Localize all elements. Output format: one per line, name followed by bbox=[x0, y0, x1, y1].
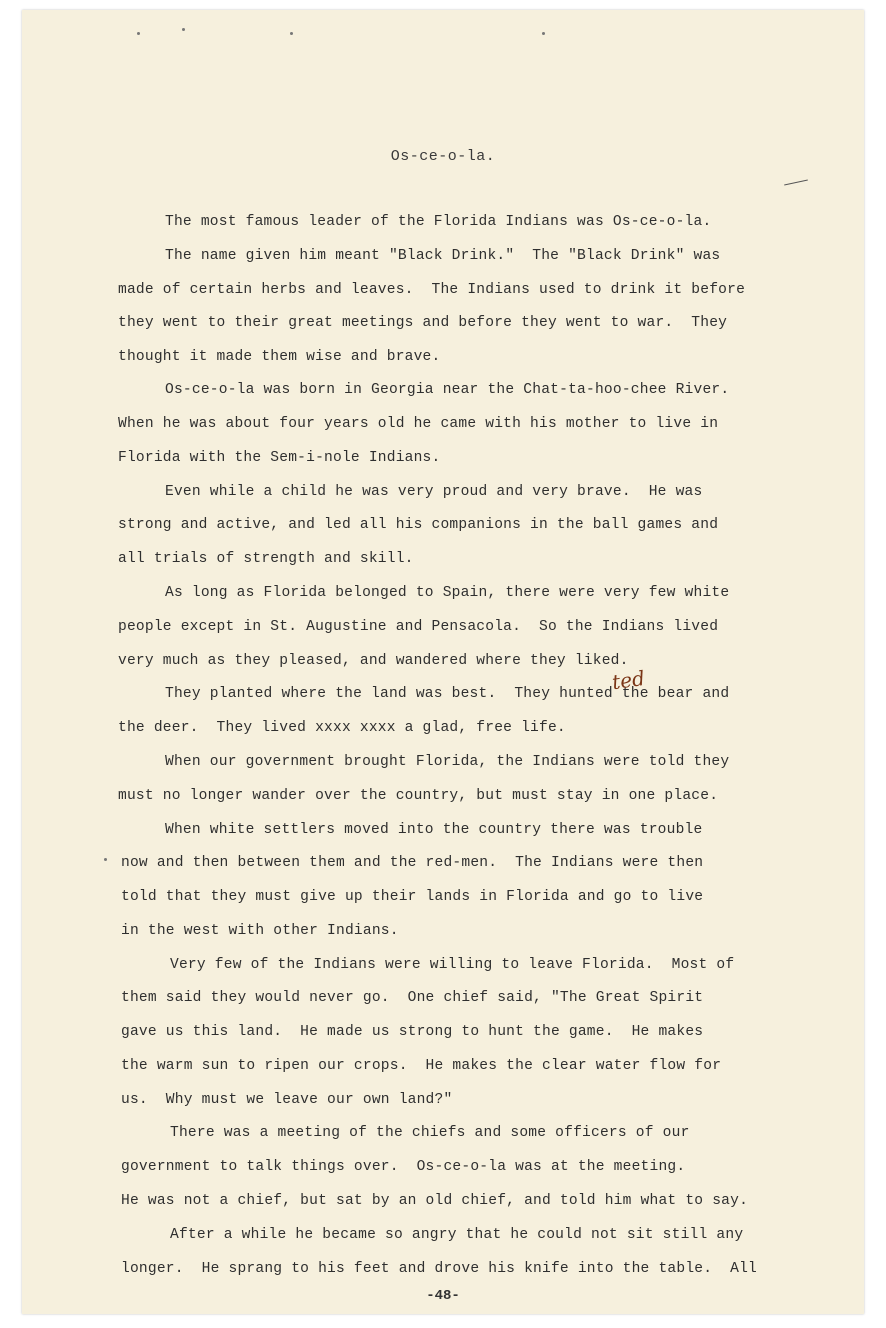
text-line: they went to their great meetings and before they went to war. They bbox=[118, 315, 728, 331]
text-line: Os-ce-o-la was born in Georgia near the Chat-ta-hoo-chee River. bbox=[165, 382, 730, 398]
text-line: gave us this land. He made us strong to hunt the game. He makes bbox=[121, 1024, 704, 1040]
text-line: told that they must give up their lands in Florida and go to live bbox=[121, 889, 704, 905]
text-line: government to talk things over. Os-ce-o-la was at the meeting. bbox=[121, 1159, 686, 1175]
text-line: the deer. They lived xxxx xxxx a glad, free life. bbox=[118, 720, 566, 736]
text-line: When our government brought Florida, the Indians were told they bbox=[165, 754, 730, 770]
paper-speck bbox=[290, 32, 293, 35]
text-line: Florida with the Sem-i-nole Indians. bbox=[118, 450, 441, 466]
text-line: all trials of strength and skill. bbox=[118, 551, 414, 567]
body-text bbox=[22, 10, 864, 1314]
text-line: people except in St. Augustine and Pensacola. So the Indians lived bbox=[118, 619, 719, 635]
paper-speck bbox=[137, 32, 140, 35]
text-line: thought it made them wise and brave. bbox=[118, 349, 441, 365]
text-line: When white settlers moved into the country there was trouble bbox=[165, 822, 703, 838]
text-line: The name given him meant "Black Drink." The "Black Drink" was bbox=[165, 248, 721, 264]
text-line: When he was about four years old he came with his mother to live in bbox=[118, 416, 719, 432]
text-line: very much as they pleased, and wandered where they liked. bbox=[118, 653, 629, 669]
text-line: He was not a chief, but sat by an old chief, and told him what to say. bbox=[121, 1193, 749, 1209]
paper-speck bbox=[542, 32, 545, 35]
document-title: Os-ce-o-la. bbox=[390, 148, 496, 165]
text-line: Very few of the Indians were willing to leave Florida. Most of bbox=[170, 957, 735, 973]
text-line: As long as Florida belonged to Spain, there were very few white bbox=[165, 585, 730, 601]
text-line: Even while a child he was very proud and very brave. He was bbox=[165, 484, 703, 500]
text-line: There was a meeting of the chiefs and some officers of our bbox=[170, 1125, 690, 1141]
text-line: After a while he became so angry that he could not sit still any bbox=[170, 1227, 744, 1243]
text-line: strong and active, and led all his companions in the ball games and bbox=[118, 517, 719, 533]
text-line: them said they would never go. One chief said, "The Great Spirit bbox=[121, 990, 704, 1006]
paper-speck bbox=[182, 28, 185, 31]
paper-speck bbox=[104, 858, 107, 861]
text-line: The most famous leader of the Florida Indians was Os-ce-o-la. bbox=[165, 214, 712, 230]
page-number: -48- bbox=[426, 1288, 460, 1304]
text-line: in the west with other Indians. bbox=[121, 923, 399, 939]
text-line: must no longer wander over the country, but must stay in one place. bbox=[118, 788, 719, 804]
text-line: made of certain herbs and leaves. The Indians used to drink it before bbox=[118, 282, 746, 298]
text-line: longer. He sprang to his feet and drove his knife into the table. All bbox=[121, 1261, 757, 1277]
handwritten-correction: ted bbox=[610, 665, 647, 695]
text-line: now and then between them and the red-men. The Indians were then bbox=[121, 855, 704, 871]
text-line: us. Why must we leave our own land?" bbox=[121, 1092, 453, 1108]
text-line: the warm sun to ripen our crops. He makes the clear water flow for bbox=[121, 1058, 722, 1074]
text-line: They planted where the land was best. They hunted the bear and bbox=[165, 686, 730, 702]
document-page bbox=[22, 10, 864, 1314]
